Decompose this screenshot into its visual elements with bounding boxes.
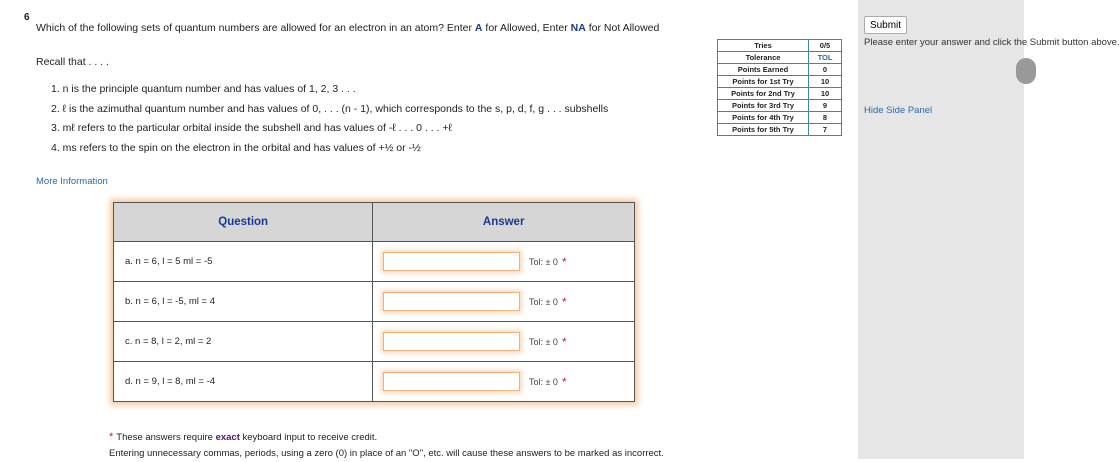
recall-heading: Recall that . . . . xyxy=(36,56,109,68)
tolerance-label: Tol: ± 0 xyxy=(528,296,558,307)
note-emphasis: exact xyxy=(215,432,240,443)
tolerance-link[interactable]: TOL xyxy=(809,52,842,64)
answer-input-a[interactable] xyxy=(383,252,520,271)
tolerance-label: Tol: ± 0 xyxy=(528,256,558,267)
note-line-exact xyxy=(109,429,664,446)
tries-row xyxy=(718,124,842,136)
tries-row xyxy=(718,52,842,64)
tries-row xyxy=(718,76,842,88)
required-star: * xyxy=(109,431,114,443)
tries-value: 7 xyxy=(809,124,842,136)
more-information-link[interactable]: More Information xyxy=(36,176,108,187)
table-row xyxy=(114,322,635,362)
answer-cell xyxy=(373,362,635,402)
table-row xyxy=(114,362,635,402)
answer-cell xyxy=(373,322,635,362)
answer-column-header: Answer xyxy=(373,203,635,242)
required-star: * xyxy=(561,254,567,269)
side-panel xyxy=(858,0,1024,459)
answer-input-d[interactable] xyxy=(383,372,520,391)
question-cell: d. n = 9, l = 8, ml = -4 xyxy=(114,362,373,402)
tries-table xyxy=(717,39,842,136)
tries-label: Points for 4th Try xyxy=(718,112,809,124)
table-row xyxy=(114,282,635,322)
required-star: * xyxy=(561,334,567,349)
tries-value: 10 xyxy=(809,88,842,100)
table-row xyxy=(114,242,635,282)
note-text: These answers require xyxy=(116,432,216,443)
tries-row xyxy=(718,112,842,124)
question-prompt xyxy=(36,22,659,34)
note-line-warning: Entering unnecessary commas, periods, using a zero (0) in place of an "O", etc. will cause these answers to be marked as incorrect. xyxy=(109,448,664,459)
question-cell: c. n = 8, l = 2, ml = 2 xyxy=(114,322,373,362)
tries-label: Tries xyxy=(718,40,809,52)
submit-hint: Please enter your answer and click the Submit button above. xyxy=(864,37,1120,48)
question-cell: a. n = 6, l = 5 ml = -5 xyxy=(114,242,373,282)
note-text-end: keyboard input to receive credit. xyxy=(239,432,378,443)
rule-item: 3. mℓ refers to the particular orbital inside the subshell and has values of -ℓ . . . 0 . . . +ℓ xyxy=(51,122,452,134)
tries-row xyxy=(718,100,842,112)
answer-input-b[interactable] xyxy=(383,292,520,311)
tolerance-label: Tol: ± 0 xyxy=(528,336,558,347)
panel-toggle-handle[interactable] xyxy=(1016,58,1036,84)
tries-label: Points for 5th Try xyxy=(718,124,809,136)
required-star: * xyxy=(561,374,567,389)
hide-side-panel-link[interactable]: Hide Side Panel xyxy=(864,105,933,116)
table-header-row xyxy=(114,203,635,242)
tries-value: 0/5 xyxy=(809,40,842,52)
tries-row xyxy=(718,64,842,76)
tries-row xyxy=(718,88,842,100)
question-column-header: Question xyxy=(114,203,373,242)
tries-label: Tolerance xyxy=(718,52,809,64)
tries-value: 9 xyxy=(809,100,842,112)
tries-row xyxy=(718,40,842,52)
answer-cell xyxy=(373,282,635,322)
required-star: * xyxy=(561,294,567,309)
answer-cell xyxy=(373,242,635,282)
question-number: 6 xyxy=(24,12,30,23)
answer-input-c[interactable] xyxy=(383,332,520,351)
tries-label: Points for 1st Try xyxy=(718,76,809,88)
rules-list xyxy=(51,80,608,158)
tries-label: Points for 2nd Try xyxy=(718,88,809,100)
tries-value: 0 xyxy=(809,64,842,76)
rule-item: 4. ms refers to the spin on the electron in the orbital and has values of +½ or -½ xyxy=(51,141,421,154)
rule-item: 2. ℓ is the azimuthal quantum number and has values of 0, . . . (n - 1), which corresponds to the s, p, d, f, g . . . subshells xyxy=(51,102,609,115)
allowed-code: A xyxy=(474,22,483,34)
tries-label: Points Earned xyxy=(718,64,809,76)
tries-value: 10 xyxy=(809,76,842,88)
input-notes xyxy=(109,429,664,462)
tolerance-label: Tol: ± 0 xyxy=(528,376,558,387)
tries-label: Points for 3rd Try xyxy=(718,100,809,112)
prompt-text: Which of the following sets of quantum numbers are allowed for an electron in an atom? Enter xyxy=(36,22,475,34)
prompt-text-end: for Not Allowed xyxy=(585,22,660,34)
rule-item: 1. n is the principle quantum number and has values of 1, 2, 3 . . . xyxy=(51,83,356,95)
answer-table xyxy=(113,202,635,402)
prompt-text-mid: for Allowed, Enter xyxy=(482,22,571,34)
tries-value: 8 xyxy=(809,112,842,124)
not-allowed-code: NA xyxy=(570,22,586,34)
submit-button[interactable]: Submit xyxy=(864,16,907,34)
question-cell: b. n = 6, l = -5, ml = 4 xyxy=(114,282,373,322)
